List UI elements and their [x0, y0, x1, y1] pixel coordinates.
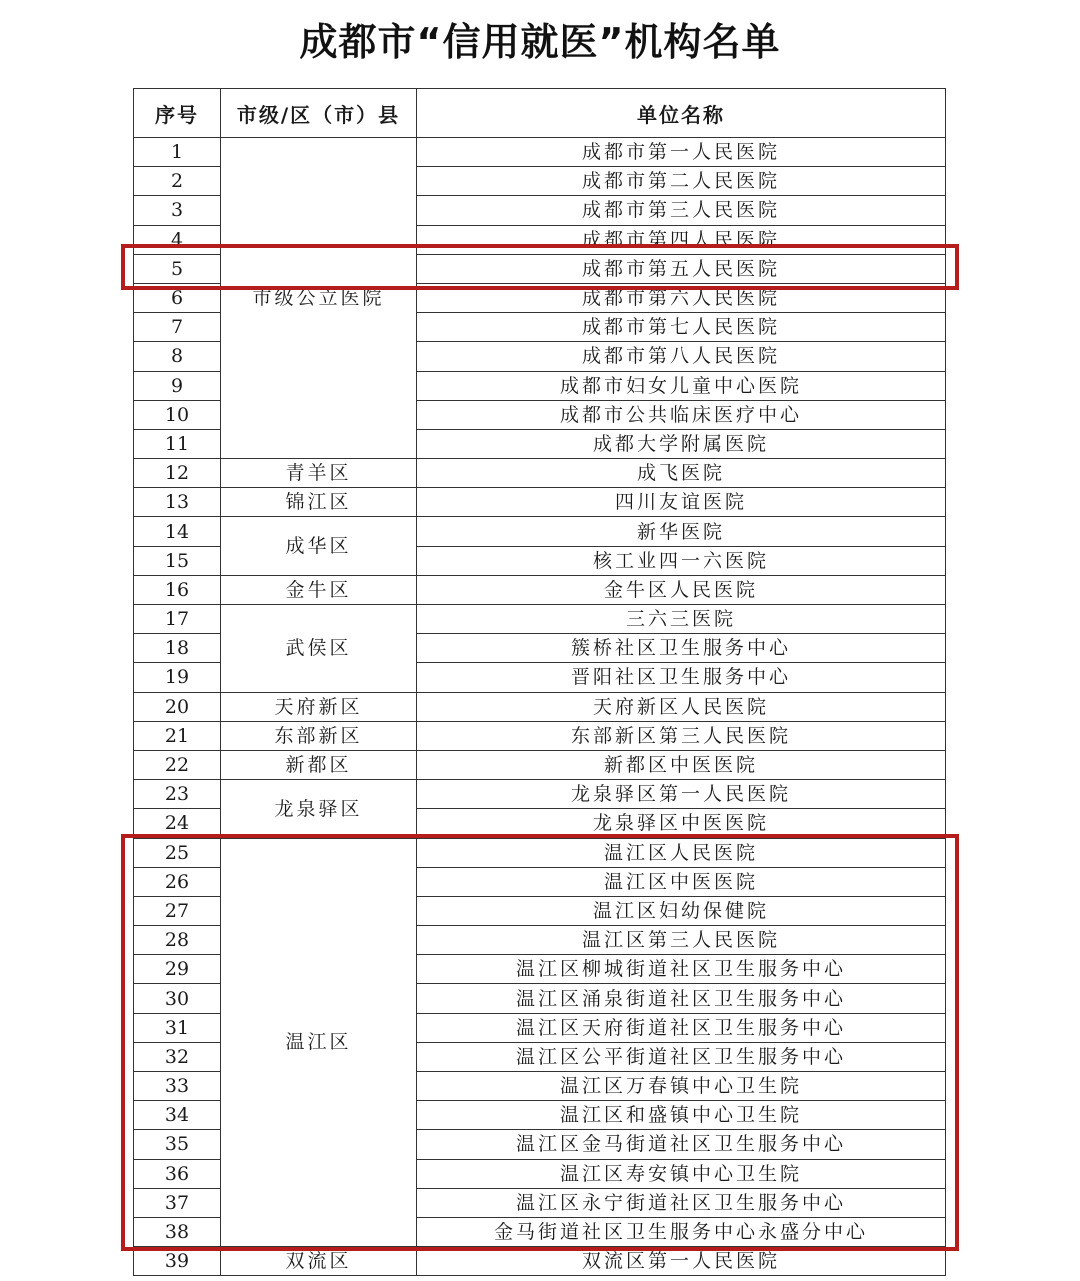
row-number: 33	[134, 1072, 221, 1101]
unit-name-cell: 温江区妇幼保健院	[417, 896, 946, 925]
table-row	[134, 1247, 946, 1276]
unit-name-cell: 温江区涌泉街道社区卫生服务中心	[417, 984, 946, 1013]
table-body	[134, 138, 946, 1276]
row-number: 23	[134, 780, 221, 809]
row-number: 7	[134, 313, 221, 342]
table-row	[134, 517, 946, 546]
unit-name-cell: 成都市妇女儿童中心医院	[417, 371, 946, 400]
unit-name-cell: 温江区公平街道社区卫生服务中心	[417, 1042, 946, 1071]
table-row	[134, 459, 946, 488]
row-number: 5	[134, 254, 221, 283]
row-number: 2	[134, 167, 221, 196]
unit-name-cell: 成都市第二人民医院	[417, 167, 946, 196]
row-number: 8	[134, 342, 221, 371]
institution-table	[133, 88, 946, 1276]
unit-name-cell: 成都市公共临床医疗中心	[417, 400, 946, 429]
row-number: 26	[134, 867, 221, 896]
row-number: 37	[134, 1188, 221, 1217]
row-number: 17	[134, 605, 221, 634]
row-number: 10	[134, 400, 221, 429]
row-number: 39	[134, 1247, 221, 1276]
row-number: 35	[134, 1130, 221, 1159]
row-number: 28	[134, 926, 221, 955]
district-cell: 东部新区	[221, 721, 417, 750]
row-number: 3	[134, 196, 221, 225]
district-cell: 青羊区	[221, 459, 417, 488]
column-header-unit-name: 单位名称	[417, 89, 946, 138]
district-cell: 金牛区	[221, 575, 417, 604]
page-title: 成都市“信用就医”机构名单	[299, 20, 781, 64]
row-number: 15	[134, 546, 221, 575]
unit-name-cell: 温江区寿安镇中心卫生院	[417, 1159, 946, 1188]
unit-name-cell: 温江区柳城街道社区卫生服务中心	[417, 955, 946, 984]
unit-name-cell: 温江区中医医院	[417, 867, 946, 896]
table-row	[134, 138, 946, 167]
unit-name-cell: 成都市第一人民医院	[417, 138, 946, 167]
table-row	[134, 780, 946, 809]
unit-name-cell: 温江区永宁街道社区卫生服务中心	[417, 1188, 946, 1217]
unit-name-cell: 成都市第五人民医院	[417, 254, 946, 283]
district-cell: 温江区	[221, 838, 417, 1247]
unit-name-cell: 东部新区第三人民医院	[417, 721, 946, 750]
row-number: 19	[134, 663, 221, 692]
row-number: 12	[134, 459, 221, 488]
unit-name-cell: 簇桥社区卫生服务中心	[417, 634, 946, 663]
district-cell: 锦江区	[221, 488, 417, 517]
unit-name-cell: 温江区金马街道社区卫生服务中心	[417, 1130, 946, 1159]
row-number: 9	[134, 371, 221, 400]
row-number: 13	[134, 488, 221, 517]
table-header-row	[134, 89, 946, 138]
row-number: 31	[134, 1013, 221, 1042]
row-number: 29	[134, 955, 221, 984]
unit-name-cell: 四川友谊医院	[417, 488, 946, 517]
unit-name-cell: 新都区中医医院	[417, 750, 946, 779]
district-cell: 市级公立医院	[221, 138, 417, 459]
row-number: 21	[134, 721, 221, 750]
district-cell: 龙泉驿区	[221, 780, 417, 838]
unit-name-cell: 温江区万春镇中心卫生院	[417, 1072, 946, 1101]
unit-name-cell: 金马街道社区卫生服务中心永盛分中心	[417, 1217, 946, 1246]
table-row	[134, 488, 946, 517]
unit-name-cell: 温江区人民医院	[417, 838, 946, 867]
unit-name-cell: 温江区天府街道社区卫生服务中心	[417, 1013, 946, 1042]
table-row	[134, 575, 946, 604]
unit-name-cell: 成都市第七人民医院	[417, 313, 946, 342]
unit-name-cell: 晋阳社区卫生服务中心	[417, 663, 946, 692]
unit-name-cell: 新华医院	[417, 517, 946, 546]
district-cell: 双流区	[221, 1247, 417, 1276]
district-cell: 新都区	[221, 750, 417, 779]
unit-name-cell: 成都市第八人民医院	[417, 342, 946, 371]
unit-name-cell: 成都市第六人民医院	[417, 283, 946, 312]
unit-name-cell: 金牛区人民医院	[417, 575, 946, 604]
unit-name-cell: 成飞医院	[417, 459, 946, 488]
unit-name-cell: 成都市第四人民医院	[417, 225, 946, 254]
row-number: 25	[134, 838, 221, 867]
row-number: 30	[134, 984, 221, 1013]
unit-name-cell: 成都大学附属医院	[417, 429, 946, 458]
unit-name-cell: 天府新区人民医院	[417, 692, 946, 721]
row-number: 20	[134, 692, 221, 721]
row-number: 18	[134, 634, 221, 663]
row-number: 11	[134, 429, 221, 458]
unit-name-cell: 核工业四一六医院	[417, 546, 946, 575]
unit-name-cell: 温江区第三人民医院	[417, 926, 946, 955]
column-header-seq: 序号	[134, 89, 221, 138]
unit-name-cell: 温江区和盛镇中心卫生院	[417, 1101, 946, 1130]
table-row	[134, 721, 946, 750]
row-number: 1	[134, 138, 221, 167]
row-number: 27	[134, 896, 221, 925]
unit-name-cell: 双流区第一人民医院	[417, 1247, 946, 1276]
unit-name-cell: 三六三医院	[417, 605, 946, 634]
table-row	[134, 750, 946, 779]
row-number: 34	[134, 1101, 221, 1130]
row-number: 38	[134, 1217, 221, 1246]
row-number: 14	[134, 517, 221, 546]
row-number: 4	[134, 225, 221, 254]
district-cell: 成华区	[221, 517, 417, 575]
row-number: 24	[134, 809, 221, 838]
row-number: 16	[134, 575, 221, 604]
unit-name-cell: 龙泉驿区中医医院	[417, 809, 946, 838]
unit-name-cell: 成都市第三人民医院	[417, 196, 946, 225]
table-row	[134, 692, 946, 721]
row-number: 6	[134, 283, 221, 312]
row-number: 32	[134, 1042, 221, 1071]
row-number: 36	[134, 1159, 221, 1188]
row-number: 22	[134, 750, 221, 779]
unit-name-cell: 龙泉驿区第一人民医院	[417, 780, 946, 809]
district-cell: 武侯区	[221, 605, 417, 693]
column-header-district: 市级/区（市）县	[221, 89, 417, 138]
district-cell: 天府新区	[221, 692, 417, 721]
table-row	[134, 838, 946, 867]
table-row	[134, 605, 946, 634]
